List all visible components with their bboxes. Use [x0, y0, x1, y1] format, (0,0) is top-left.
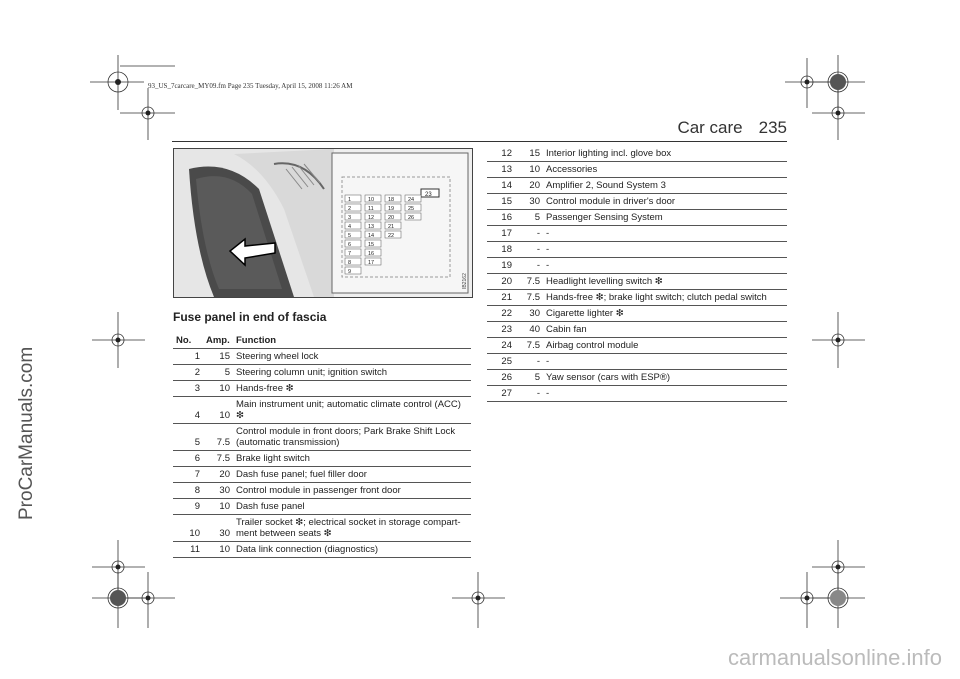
fuse-number: 12 [501, 148, 512, 159]
fuse-amperage: 5 [224, 367, 230, 378]
page-header [660, 118, 787, 138]
header-rule [172, 141, 787, 142]
fuse-number: 4 [194, 410, 200, 421]
fuse-number: 7 [194, 469, 200, 480]
table-row [173, 467, 471, 483]
fuse-number: 16 [501, 212, 512, 223]
fuse-slot-label: 5 [348, 233, 352, 239]
fuse-slot-label: 12 [368, 215, 375, 221]
fuse-function: Yaw sensor (cars with ESP®) [546, 372, 671, 383]
fuse-number: 5 [194, 437, 200, 448]
fuse-number: 13 [501, 164, 512, 175]
fuse-function: Amplifier 2, Sound System 3 [546, 180, 666, 191]
fuse-function: Data link connection (diagnostics) [236, 544, 379, 555]
file-stamp: 93_US_7carcare_MY09.fm Page 235 Tuesday, April 15, 2008 11:26 AM [148, 82, 353, 90]
fuse-number: 24 [501, 340, 512, 351]
table-header-row [173, 333, 471, 349]
fuse-number: 11 [190, 544, 200, 555]
col-header-amp: Amp. [206, 335, 230, 346]
fuse-23-label: 23 [425, 192, 432, 198]
fuse-number: 19 [501, 260, 512, 271]
fuse-slot-label: 2 [348, 206, 352, 212]
fuse-function: - [546, 244, 550, 255]
fuse-number: 26 [501, 372, 512, 383]
fuse-slot-label: 20 [388, 215, 395, 221]
fuse-function: Airbag control module [546, 340, 639, 351]
fuse-number: 18 [501, 244, 512, 255]
fuse-panel-illustration [173, 148, 473, 298]
figure-code: IB2162 [462, 273, 468, 289]
fuse-slot-label: 21 [388, 224, 395, 230]
fuse-slot-label: 18 [388, 197, 395, 203]
fuse-function: Hands-free ❇ [236, 383, 294, 394]
fuse-function: Accessories [546, 164, 598, 175]
table-row [487, 242, 787, 258]
fuse-function: Main instrument unit; automatic climate control (ACC) ❇ [236, 399, 461, 421]
table-row [487, 210, 787, 226]
fuse-number: 10 [189, 528, 200, 539]
fuse-amperage: 5 [534, 372, 540, 383]
fuse-slot-label: 26 [408, 215, 415, 221]
fuse-number: 3 [194, 383, 200, 394]
fuse-function: Control module in passenger front door [236, 485, 401, 496]
fuse-slot-label: 13 [368, 224, 375, 230]
table-row [173, 451, 471, 467]
table-row [173, 483, 471, 499]
fuse-amperage: 10 [219, 383, 230, 394]
table-row [487, 338, 787, 354]
fuse-amperage: 30 [219, 485, 230, 496]
table-row [487, 146, 787, 162]
fuse-number: 21 [501, 292, 512, 303]
table-row [487, 386, 787, 402]
fuse-panel-drawing [174, 149, 472, 297]
fuse-slot-label: 22 [388, 233, 395, 239]
col-header-function: Function [236, 335, 277, 346]
fuse-number: 1 [194, 351, 200, 362]
fuse-amperage: 7.5 [216, 453, 230, 464]
fuse-function: Dash fuse panel [236, 501, 305, 512]
table-row [487, 258, 787, 274]
fuse-function: Brake light switch [236, 453, 310, 464]
fuse-slot-label: 14 [368, 233, 375, 239]
fuse-slot-label: 7 [348, 251, 352, 257]
fuse-amperage: 20 [219, 469, 230, 480]
fuse-function: Passenger Sensing System [546, 212, 663, 223]
fuse-slot-label: 4 [348, 224, 352, 230]
table-row [173, 424, 471, 451]
table-row [173, 499, 471, 515]
fuse-function: Steering column unit; ignition switch [236, 367, 388, 378]
fuse-function: Cigarette lighter ❇ [546, 308, 624, 319]
section-heading: Fuse panel in end of fascia [173, 310, 327, 324]
fuse-function: Control module in driver's door [546, 196, 676, 207]
fuse-amperage: - [536, 260, 540, 271]
fuse-number: 2 [194, 367, 200, 378]
fuse-amperage: 10 [219, 410, 230, 421]
fuse-slot-label: 6 [348, 242, 352, 248]
table-row [487, 354, 787, 370]
fuse-amperage: 30 [529, 308, 540, 319]
fuse-slot-label: 8 [348, 260, 352, 266]
fuse-amperage: 30 [219, 528, 230, 539]
table-row [173, 542, 471, 558]
table-row [173, 349, 471, 365]
fuse-number: 25 [501, 356, 512, 367]
table-row [173, 397, 471, 424]
fuse-function: Headlight levelling switch ❇ [546, 276, 663, 287]
fuse-slot-label: 25 [408, 206, 415, 212]
fuse-amperage: 20 [529, 180, 540, 191]
watermark-bottom: carmanualsonline.info [727, 645, 942, 670]
table-row [487, 274, 787, 290]
fuse-slot-label: 15 [368, 242, 375, 248]
fuse-number: 23 [501, 324, 512, 335]
fuse-amperage: 30 [529, 196, 540, 207]
section-title: Car care [677, 118, 743, 137]
fuse-amperage: 40 [529, 324, 540, 335]
fuse-function: - [546, 260, 550, 271]
watermark-left: ProCarManuals.com [16, 346, 37, 520]
fuse-function: Hands-free ❇; brake light switch; clutch pedal switch [546, 292, 767, 303]
table-row [487, 162, 787, 178]
fuse-number: 20 [501, 276, 512, 287]
fuse-amperage: - [536, 356, 540, 367]
table-row [487, 370, 787, 386]
table-row [173, 365, 471, 381]
fuse-amperage: 15 [219, 351, 230, 362]
table-row [173, 515, 471, 542]
fuse-function: Trailer socket ❇; electrical socket in storage compart-ment between seats ❇ [236, 517, 461, 539]
fuse-amperage: - [536, 228, 540, 239]
table-row [487, 194, 787, 210]
fuse-slot-label: 16 [368, 251, 375, 257]
fuse-amperage: 7.5 [526, 292, 540, 303]
table-row [487, 226, 787, 242]
fuse-amperage: 10 [529, 164, 540, 175]
page-number: 235 [758, 118, 787, 137]
fuse-number: 17 [501, 228, 512, 239]
fuse-function: - [546, 228, 550, 239]
fuse-amperage: 5 [534, 212, 540, 223]
table-row [173, 381, 471, 397]
fuse-number: 22 [501, 308, 512, 319]
fuse-slot-label: 3 [348, 215, 352, 221]
fuse-amperage: 15 [529, 148, 540, 159]
fuse-amperage: 10 [219, 544, 230, 555]
fuse-slot-label: 24 [408, 197, 415, 203]
fuse-number: 8 [194, 485, 200, 496]
fuse-number: 27 [501, 388, 512, 399]
fuse-slot-label: 1 [348, 197, 352, 203]
fuse-function: - [546, 356, 550, 367]
fuse-slot-label: 11 [368, 206, 374, 212]
fuse-amperage: 7.5 [526, 340, 540, 351]
fuse-amperage: - [536, 244, 540, 255]
fuse-number: 9 [194, 501, 200, 512]
fuse-table-right [487, 146, 787, 402]
fuse-function: Cabin fan [546, 324, 587, 335]
table-row [487, 306, 787, 322]
fuse-slot-label: 10 [368, 197, 375, 203]
fuse-amperage: 10 [219, 501, 230, 512]
table-row [487, 322, 787, 338]
table-row [487, 290, 787, 306]
fuse-amperage: 7.5 [526, 276, 540, 287]
col-header-no: No. [176, 335, 192, 346]
fuse-function: Control module in front doors; Park Brake Shift Lock (automatic transmission) [236, 426, 456, 448]
fuse-function: Interior lighting incl. glove box [546, 148, 672, 159]
fuse-slot-label: 9 [348, 269, 352, 275]
fuse-table-left [173, 333, 471, 558]
fuse-number: 6 [194, 453, 200, 464]
fuse-amperage: 7.5 [216, 437, 230, 448]
fuse-number: 14 [501, 180, 512, 191]
fuse-function: - [546, 388, 550, 399]
fuse-slot-label: 19 [388, 206, 395, 212]
fuse-amperage: - [536, 388, 540, 399]
fuse-slot-label: 17 [368, 260, 375, 266]
fuse-number: 15 [501, 196, 512, 207]
fuse-function: Steering wheel lock [236, 351, 319, 362]
fuse-function: Dash fuse panel; fuel filler door [236, 469, 367, 480]
table-row [487, 178, 787, 194]
